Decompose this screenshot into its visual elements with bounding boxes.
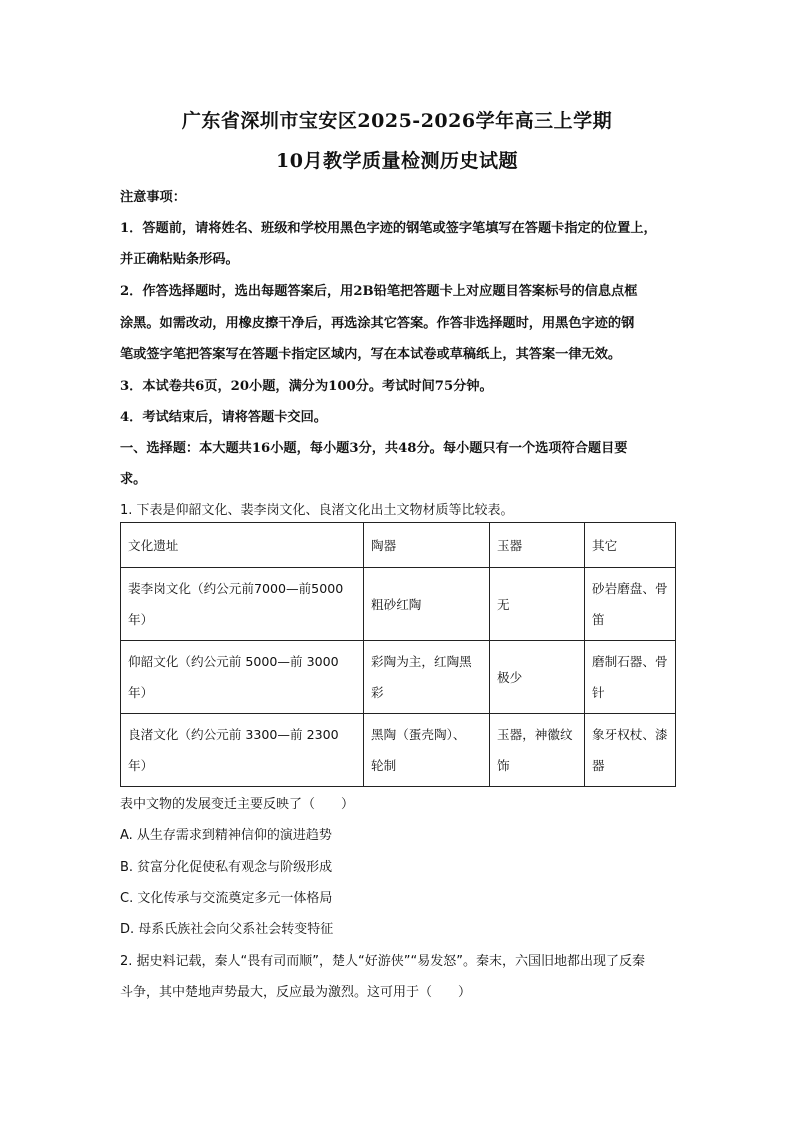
table-header-cell: 玉器 [490, 523, 585, 568]
exam-title-line2: 10月教学质量检测历史试题 [276, 150, 518, 172]
option-d: D. 母系氏族社会向父系社会转变特征 [120, 922, 334, 937]
table-cell-site: 良渚文化（约公元前 3300—前 2300 年） [121, 714, 364, 787]
table-cell-site: 裴李岗文化（约公元前7000—前5000 年） [121, 568, 364, 641]
table-header-cell: 文化遗址 [121, 523, 364, 568]
table-cell-other: 砂岩磨盘、骨 笛 [585, 568, 676, 641]
section-heading-cont: 求。 [120, 472, 147, 487]
question-1-stem: 1. 下表是仰韶文化、裴李岗文化、良渚文化出土文物材质等比较表。 [120, 503, 514, 518]
table-header-cell: 其它 [585, 523, 676, 568]
exam-title-line1: 广东省深圳市宝安区2025-2026学年高三上学期 [181, 110, 613, 132]
table-row [121, 714, 676, 787]
table-cell-other: 磨制石器、骨 针 [585, 641, 676, 714]
notice-item-2-cont2: 笔或签字笔把答案写在答题卡指定区域内，写在本试卷或草稿纸上，其答案一律无效。 [120, 347, 622, 362]
notice-item-2-cont: 涂黑。如需改动，用橡皮擦干净后，再选涂其它答案。作答非选择题时，用黑色字迹的钢 [120, 316, 635, 331]
section-heading: 一、选择题：本大题共16小题，每小题3分，共48分。每小题只有一个选项符合题目要 [120, 441, 628, 456]
culture-comparison-table [120, 522, 676, 787]
table-cell-pottery: 黑陶（蛋壳陶）、 轮制 [364, 714, 490, 787]
notice-item-1: 1．答题前，请将姓名、班级和学校用黑色字迹的钢笔或签字笔填写在答题卡指定的位置上， [120, 221, 657, 236]
notice-item-3: 3．本试卷共6页，20小题，满分为100分。考试时间75分钟。 [120, 379, 493, 394]
table-cell-jade: 玉器，神徽纹 饰 [490, 714, 585, 787]
question-1-prompt: 表中文物的发展变迁主要反映了（ ） [120, 797, 355, 812]
question-2-stem: 2. 据史料记载，秦人“畏有司而顺”，楚人“好游侠”“易发怒”。秦末，六国旧地都出现了反秦 [120, 954, 645, 969]
table-row [121, 568, 676, 641]
option-b: B. 贫富分化促使私有观念与阶级形成 [120, 860, 333, 875]
table-header-row [121, 523, 676, 568]
option-a: A. 从生存需求到精神信仰的演进趋势 [120, 828, 332, 843]
notice-item-1-cont: 并正确粘贴条形码。 [120, 252, 239, 267]
question-2-stem-cont: 斗争，其中楚地声势最大，反应最为激烈。这可用于（ ） [120, 985, 472, 1000]
table-cell-jade: 极少 [490, 641, 585, 714]
table-cell-pottery: 粗砂红陶 [364, 568, 490, 641]
table-cell-jade: 无 [490, 568, 585, 641]
option-c: C. 文化传承与交流奠定多元一体格局 [120, 891, 333, 906]
notice-item-4: 4．考试结束后，请将答题卡交回。 [120, 410, 327, 425]
table-row [121, 641, 676, 714]
notice-item-2: 2．作答选择题时，选出每题答案后，用2B铅笔把答题卡上对应题目答案标号的信息点框 [120, 284, 638, 299]
table-cell-pottery: 彩陶为主，红陶黑 彩 [364, 641, 490, 714]
table-cell-site: 仰韶文化（约公元前 5000—前 3000 年） [121, 641, 364, 714]
table-cell-other: 象牙权杖、漆 器 [585, 714, 676, 787]
table-header-cell: 陶器 [364, 523, 490, 568]
notice-heading: 注意事项： [120, 190, 186, 205]
